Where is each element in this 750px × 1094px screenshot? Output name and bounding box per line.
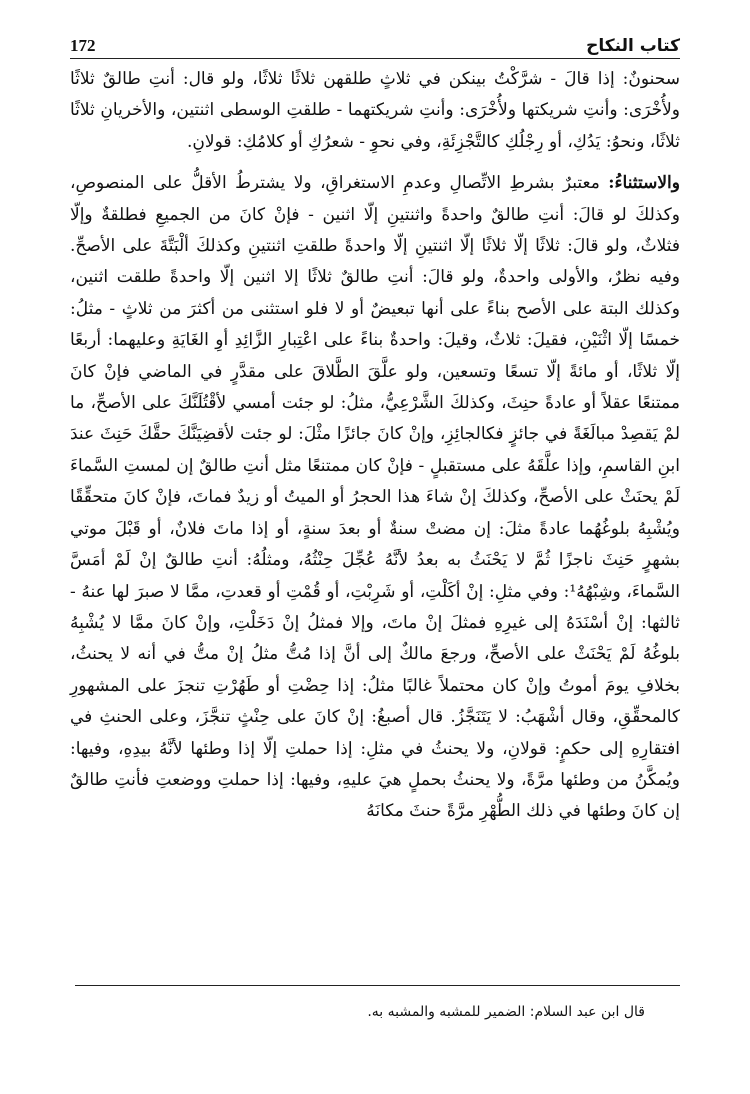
footnote: قال ابن عبد السلام: الضمير للمشبه والمشبه به. [367, 1004, 645, 1020]
page-header [70, 26, 680, 56]
header-divider [70, 58, 680, 59]
paragraph-2 [70, 168, 680, 828]
paragraph-1: سحنونٌ: إذا قالَ - شرَّكْتُ بينكن في ثلاثٍ طلقهن ثلاثًا ثلاثًا، ولو قال: أنتِ طالقٌ ثلاثًا ولأُخْرَى: وأنتِ شريكتها ولأُخْرَى: وأنتِ شريكتهما - طلقتِ الوسطى اثنتين، والأخريانِ ثلاثًا ثلاثًا، ونحوُ: يَدُكِ، أو رِجْلُكِ كالتَّجْزِئَةِ، وفي نحوِ - شعرُكِ أو كلامُكِ: قولانِ. [70, 69, 680, 152]
running-title: كتاب النكاح [586, 36, 680, 56]
paragraph-2-text: معتبرٌ بشرطِ الاتِّصالِ وعدمِ الاستغراقِ، ولا يشترطُ الأقلُّ على المنصوصِ، وكذلكَ لو قالَ: أنتِ طالقٌ واحدةً واثنتينِ إلّا اثنين - فإنْ كانَ من الجميعِ فطلقةٌ وإلّا فثلاثٌ، ولو قالَ: ثلاثًا إلّا ثلاثًا إلّا اثنتينِ إلّا واحدةً طلقتِ اثنتينِ وكذلكَ ألْبَتَّةَ على الأصحِّ. وفيه نظرٌ، والأولى واحدةٌ، ولو قالَ: أنتِ طالقٌ ثلاثًا إلا اثنين إلّا واحدةً طلقت اثنين، وكذلك البتة على الأصح بناءً على أنها تبعيضٌ أو لا فلو استثنى من أكثرَ من ثلاثٍ - مثلُ: خمسًا إلّا اثْنَيْنِ، فقيلَ: ثلاثٌ، وقيلَ: واحدةٌ بناءً على اعْتِبارِ الزَّائِدِ أوِ الغَايَةِ وعليهما: أربعًا إلّا ثلاثًا، أو مائةً إلّا تسعًا وتسعين، ولو علَّقَ الطَّلاقَ على مقدَّرٍ في الماضي فإنْ كانَ ممتنعًا عقلاً أو عادةً حنِثَ، وكذلكَ الشَّرْعِيُّ، مثلُ: لو جئت أمسي لأقْتُلَنَّكَ على الأصحِّ، ما لمْ يَقصِدْ مبالَغَةً في جائزٍ فكالجائِزِ، وإنْ كانَ جائزًا مثْلَ: لو جئت لأقضِيَنَّكَ حقَّكَ حَنِثَ عندَ ابنِ القاسمِ، وإذا علَّقَهُ على مستقبلٍ - فإنْ كان ممتنعًا مثل أنتِ طالقٌ إن لمستِ السَّماءَ لَمْ يحنَثْ على الأصحِّ، وكذلكَ إنْ شاءَ هذا الحجرُ أو الميتُ أو زيدٌ فماتَ، فإنْ كانَ متحقِّقًا ويُشْبِهُ بلوغُهُما عادةً مثلَ: إن مضتْ سنةٌ أو بعدَ سنةٍ، أو إذا ماتَ فلانٌ، أو قَبْلَ موتي بشهرٍ حَنِثَ ناجزًا ثُمَّ لا يَحْنَثُ به بعدُ لأنَّهُ عُجِّلَ حِنْثُهُ، ومثلُهُ: أنتِ طالقٌ إنْ لَمْ أمَسَّ السَّماءَ، وشِبْهُهُ¹: وفي مثلِ: إنْ أكَلْتِ، أو شَرِبْتِ، أو قُمْتِ أو قعدتِ، ممَّا لا صبرَ لها عنهُ - ثالثها: إنْ أسْنَدَهُ إلى غيرِهِ فمثلَ إنْ ماتَ، وإلا فمثلُ إنْ دَخَلْتِ، وإنْ كانَ ممَّا لا يُشْبِهُ بلوغُهُ لَمْ يَحْنَثْ على الأصحِّ، ورجعَ مالكٌ إلى أنَّ إذا مُتُّ مثلُ إنْ متُّ في أنه لا يحنثُ، بخلافِ يومَ أموتُ وإنْ كان محتملاً غالبًا مثلُ: إذا حِضْتِ أو طَهُرْتِ تنجزَ على المشهورِ كالمحقِّقِ، وقال أشْهَبُ: لا يَتَنَجَّزُ. قال أصبغُ: إنْ كانَ على حِنْثٍ تنجَّزَ، وعلى الحنثِ في افتقارِهِ إلى حكمٍ: قولانِ، ولا يحنثُ في مثلِ: إذا حملتِ إلّا إذا وطئها لأنَّهُ بيدِهِ، وفيها: ويُمكَّنُ من وطئها مرَّةً، ولا يحنثُ بحملٍ هيَ عليهِ، وفيها: إذا حملتِ ووضعتِ فأنتِ طالقٌ إن كانَ وطئها في ذلك الطُّهْرِ مرَّةً حنثَ مكانَهُ [70, 173, 680, 822]
page-number: 172 [70, 36, 96, 55]
main-text [70, 64, 680, 828]
footnote-divider [75, 985, 680, 986]
paragraph-2-heading: والاستثناءُ: [608, 173, 680, 194]
